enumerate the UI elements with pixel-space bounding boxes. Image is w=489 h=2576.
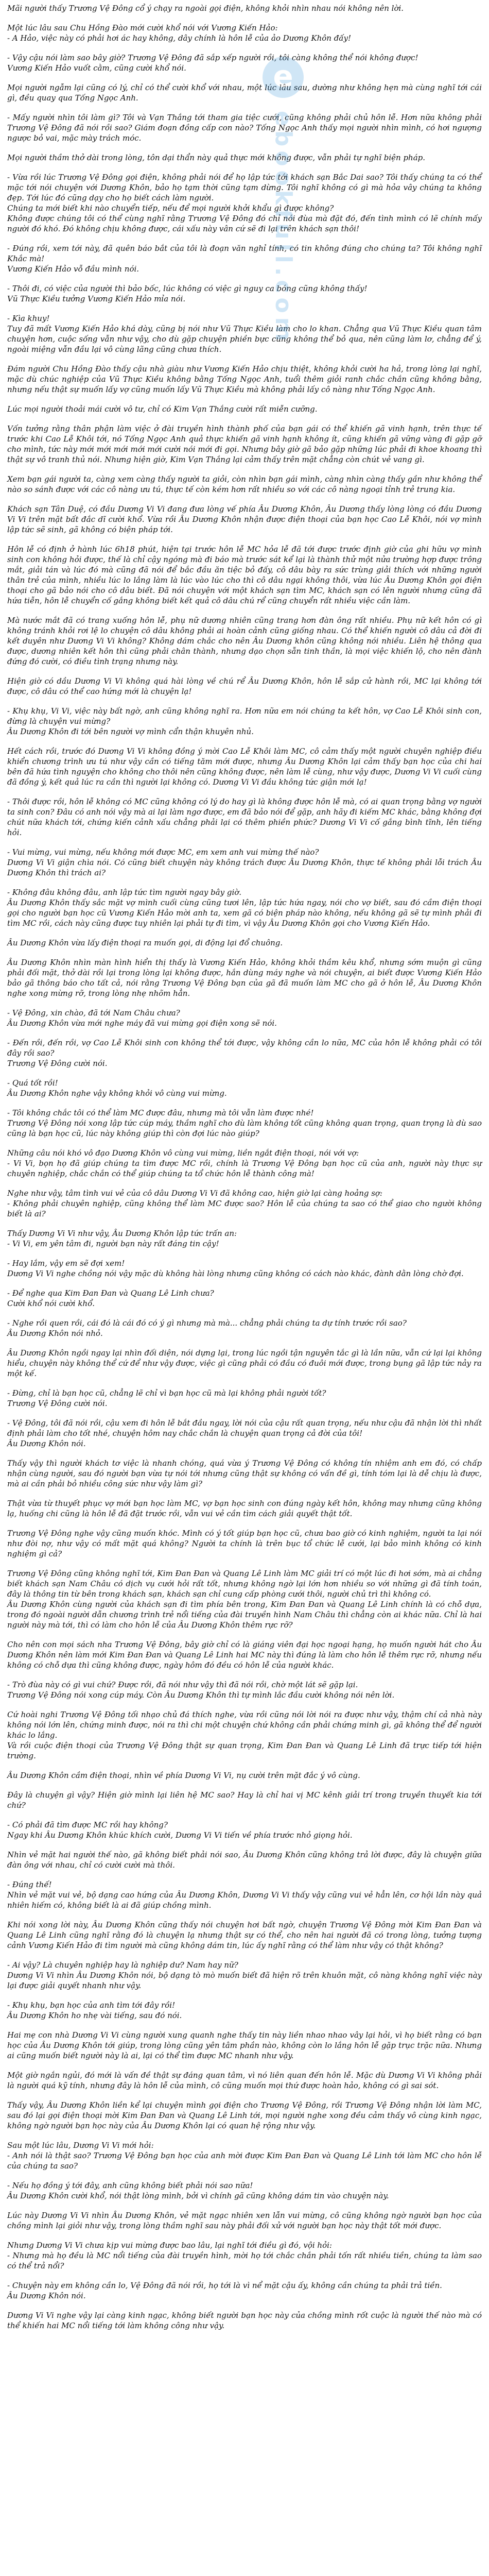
- paragraph: - Vệ Đông, tôi đã nói rồi, cậu xem đi hôn lễ bắt đầu ngay, lời nói của cậu rất quan trọng, nếu như cậu đã nhận lời thì nhất định phải làm cho tốt nhé, chuyện hôm nay chắc chắn là chuyện quan trọng cả đời của tôi! Âu Dương Khôn nói.: [7, 1418, 482, 1448]
- paragraph: - Đúng thế! Nhìn vẻ mặt vui vẻ, bộ dạng cao hứng của Âu Dương Khôn, Dương Vi Vi thấy vậy cũng vui vẻ hẳn lên, cơ hội lần này quả nhiên hiếm có, không biết là ai đã giúp chồng mình.: [7, 1880, 482, 1910]
- paragraph: Trương Vệ Đông nghe vậy cũng muốn khóc. Mình có ý tốt giúp bạn học cũ, chưa bao giờ có kinh nghiệm, người ta lại nói như đòi nợ, như vậy có mất mặt quá không? Người ta chính là trên bục tổ chức lễ cưới, lại bảo mình không có kinh nghiệm gì cả?: [7, 1529, 482, 1558]
- watermark-text: ebookfull.com: [270, 111, 296, 345]
- paragraph: Mãi người thấy Trương Vệ Đông cổ ý chạy ra ngoài gọi điện, không khỏi nhìn nhau nói không nên lời.: [7, 4, 404, 13]
- paragraph: Trương Vệ Đông cũng không nghĩ tới, Kim Đan Đan và Quang Lê Linh làm MC giải trí có một lúc đi hơi sớm, mà ai chẳng biết khách sạn Nam Châu có dịch vụ cưới hỏi rất tốt, nhưng không ngờ lại lớn hơn nhiều so với những gì đã tính toán, đây là thông tin từ bên trong khách sạn, khách sạn chỉ cung cấp phòng cưới thôi, người chủ trì thì không có. Âu Dương Khôn cùng người của khách sạn đi tìm phía bên trong, Kim Đan Đan và Quang Lê Linh chính là có chỗ dựa, trong đó ngoài người dẫn chương trình trẻ nổi tiếng của đài truyền hình Nam Châu thì chẳng còn ai khác nữa. Chỉ là hai người này mà tới, thì có làm cho hôn lễ của Âu Dương Khôn thêm rực rỡ?: [7, 1569, 482, 1630]
- paragraph: - Kìa khuy! Tuy đã mất Vương Kiến Hảo khá dày, cũng bị nói như Vũ Thực Kiều làm cho lo khan. Chẳng qua Vũ Thực Kiều quan tâm chuyện hơn, cuộc sống vẫn như vậy, cho dù gặp chuyện phiền bực cũng không thể bỏ qua, nên cũng làm lơ, chẳng để ý, ngoài miệng vẫn đầu lại vô cùng lãng cũng chưa thích.: [7, 314, 482, 354]
- paragraph: - Vui mừng, vui mừng, nếu không mới được MC, em xem anh vui mừng thế nào? Dương Vi Vi giận chìa nói. Có cũng biết chuyện này không trách được Âu Dương Khôn, thực tế không phải lỗi trách Âu Dương Khôn thì trách ai?: [7, 848, 482, 877]
- story-text: [7, 3, 482, 2331]
- paragraph: Hết cách rồi, trước đó Dương Vi Vi không đồng ý mời Cao Lễ Khôi làm MC, cô cảm thấy một người chuyên nghiệp điều khiển chương trình ưu tú như vậy cần có tiếng tăm mới được, nhưng Âu Dương Khôn lại cảm thấy bạn học của chi hai bên đã hứa tình nguyện cho không cho thôi nên cũng không được, nên làm lễ cùng, như vậy được, Dương Vi Vi cuối cùng đã đồng ý, kết quả lúc ra cần thì người lại không có. Dương Vi Vi đầu không tức giận mới lạ!: [7, 747, 482, 787]
- paragraph: Đây là chuyện gì vậy? Hiện giờ mình lại liên hệ MC sao? Hay là chỉ hai vị MC kênh giải trí trong truyền thuyết kia tới chứ?: [7, 1790, 482, 1810]
- paragraph: - Nếu họ đồng ý tới đây, anh cũng không biết phải nói sao nữa! Âu Dương Khôn cười khổ, nói thật lòng mình, bởi vì chính gã cũng không dám tin vào chuyện này.: [7, 2181, 389, 2200]
- paragraph: - Vừa rồi lúc Trương Vệ Đông gọi điện, không phải nói để họ lập tức tới khách sạn Bắc Dai sao? Tôi thấy chúng ta có thể mặc tới nói chuyện với Dương Khôn, bảo họ tạm thời cũng tạm dừng. Tôi nghĩ không có gì mà hỏa vây chúng ta không đẹp. Tới lúc đó cũng dạy cho họ biết cách làm người. Chúng ta mới biết khi nào chuyển tiếp, nếu để mọi người khởi khẩu gì được không? Không được chúng tôi có thể cùng nghĩ rằng Trương Vệ Đông đó chỉ nói đùa mà đặt đó, đến tình mình có lẽ chính mấy người đó khó. Đó không chịu không được, cái xấu này vân cứ sẽ đi lại trên khách sạn thôi!: [7, 173, 482, 233]
- paragraph: Mà nước mắt đã có trang xuống hôn lễ, phụ nữ dương nhiên cũng trang hơn đàn ông rất nhiều. Phụ nữ kết hôn có gì không tránh khỏi rơi lệ lo chuyện cô dâu không phải ai hoàn cảnh cũng giống nhau. Có thể khiến người cô dâu cả đời đi kết duyên như Dương Vi Vi không? Không dám chắc cho nên Âu Dương khôn cũng không nói nhiều. Liên hệ thông qua được, dương nhiên kết hôn thì cũng phải chân thành, nhưng dạo chọn sẵn tinh thần, là mọi việc khiến lộ, cho nên đành đứng đó cười, có điều tình trạng nhưng này.: [7, 616, 482, 666]
- paragraph: Nhưng Dương Vi Vi chưa kịp vui mừng được bao lâu, lại nghĩ tới điều gì đó, vội hỏi: - Nhưng mà họ đều là MC nổi tiếng của đài truyền hình, mời họ tới chắc chắn phải tốn rất nhiều tiền, chúng ta làm sao có thể trả nổi?: [7, 2241, 482, 2270]
- paragraph: Khách sạn Tân Duệ, có đầu Dương Vi Vi đang đưa lòng vế phía Âu Dương Khôn, Âu Dương thấy lòng lòng có đầu Dương Vi Vi trên mặt bất đắc dĩ cười khổ. Vừa rồi Âu Dương Khôn nhận được điện thoại của bạn học Cao Lễ Khôi, nói vợ mình lập tức sẽ sinh, gã không có biện pháp tới.: [7, 504, 482, 534]
- paragraph: - Đến rồi, đến rồi, vợ Cao Lễ Khôi sinh con không thể tới được, vậy không cần lo nữa, MC của hôn lễ không phải có tôi đây rồi sao? Trương Vệ Đông cười nói.: [7, 1038, 482, 1068]
- paragraph: - Thôi được rồi, hôn lễ không có MC cũng không có lý do hay gì là không được hôn lễ mà, có ai quan trọng bằng vợ người ta sinh con? Đâu có anh nói vậy mà ai lại làm ngơ được, em đã bảo nói để gặp, anh hãy đi kiếm MC khác, bằng không đợi chút nữa khách tới, chứng kiến cảnh xấu chẳng phải lại có thêm phiền phức? Dương Vi Vi cố gắng bình tĩnh, lên tiếng hỏi.: [7, 797, 482, 837]
- paragraph: - Quá tốt rồi! Âu Dương Khôn nghe vậy không khỏi vô cùng vui mừng.: [7, 1078, 227, 1098]
- paragraph: Nghe như vậy, tâm tình vui vẻ của cô dâu Dương Vi Vi đã không cao, hiện giờ lại càng hoảng sợ: - Không phải chuyên nghiệp, cũng không thể làm MC được sao? Hôn lễ của chúng ta sao có thể giao cho người không biết là ai?: [7, 1189, 482, 1218]
- paragraph: Nhìn vẻ mặt hai người thế nào, gã không biết phải nói sao, Âu Dương Khôn cũng không trả lời được, đây là chuyện giữa đàn ông với nhau, chỉ có cười cười mà thôi.: [7, 1850, 482, 1870]
- paragraph: - Ai vậy? Là chuyên nghiệp hay là nghiệp dư? Nam hay nữ? Dương Vi Vi nhìn Âu Dương Khôn nói, bộ dạng tò mò muốn biết đã hiện rõ trên khuôn mặt, cô nàng không nghĩ việc này lại được giải quyết nhanh như vậy.: [7, 1960, 482, 1990]
- paragraph: Hai mẹ con nhà Dương Vi Vi cùng người xung quanh nghe thấy tin này liền nhao nhao vây lại hỏi, vì họ biết rằng có bạn học của Âu Dương Khôn tới giúp, trong lòng cũng yên tâm phần nào, không còn lo lắng hôn lễ gặp trục trặc nữa. Nhưng ai cũng muốn biết người này là ai, lại có thể tìm được MC nhanh như vậy.: [7, 2030, 482, 2060]
- watermark-logo-icon: e: [263, 57, 304, 98]
- paragraph: Một lúc lâu sau Chu Hồng Đào mới cười khổ nói với Vương Kiến Hảo: - A Hảo, việc này có phải hơi ác hay không, dây chính là hôn lễ của ảo Dương Khôn đấy!: [7, 23, 351, 43]
- paragraph: - Chuyện này em không cần lo, Vệ Đông đã nói rồi, họ tới là vì nể mặt cậu ấy, không cần chúng ta phải trả tiền. Âu Dương Khôn nói.: [7, 2281, 442, 2300]
- paragraph: Xem bạn gái người ta, càng xem càng thấy người ta giỏi, còn nhìn bạn gái mình, càng nhìn càng thấy gần như không thể nào so sánh được với các cô nàng ưu tú, thực tế còn kém hơn rất nhiều so với các cô nàng ngoại tỉnh trẻ trung kia.: [7, 474, 482, 494]
- paragraph: Đám người Chu Hồng Đào thấy cậu nhà giàu như Vương Kiến Hảo chịu thiệt, không khỏi cười ha hả, trong lòng lại nghĩ, mặc dù chúc nghiệp của Vũ Thực Kiều không bằng Tống Ngọc Anh, tuổi thêm giỏi ranh chắc chắn cũng không bằng, nhưng nếu thật sự muốn lấy vợ cũng muốn lấy Vũ Thực Kiều mà không phải lấy cô nàng như Tống Ngọc Anh.: [7, 364, 482, 394]
- paragraph: - Nghe rồi quen rồi, cái đó là cái đó có ý gì nhưng mà mà... chẳng phải chúng ta dự tính trước rồi sao? Âu Dương Khôn nói nhỏ.: [7, 1318, 407, 1338]
- paragraph: Âu Dương Khôn cầm điện thoại, nhìn về phía Dương Vi Vi, nụ cười trên mặt đắc ý vô cùng.: [7, 1771, 360, 1780]
- paragraph: Lúc này Dương Vi Vi nhìn Âu Dương Khôn, vẻ mặt ngạc nhiên xen lẫn vui mừng, cô cũng không ngờ người bạn học của chồng mình lại giỏi như vậy, trong lòng thầm nghĩ sau này phải đối xử với người bạn học này thật tốt mới được.: [7, 2211, 482, 2230]
- paragraph: Hôn lễ có định ở hành lúc 6h18 phút, hiện tại trước hôn lễ MC hỏa lễ đã tới được trước định giờ của ghi hữu vợ mình sinh con không hỏi được, thế là chỉ cậy ngóng mà đi báo mà trước sát kể lại là thành thử một nửa trường hợp được trông mắt, giải tán và lúc đó mà cũng đã nói để bắc đầu ăn tiệc bỏ đấy, cô dâu bày ra sức trùng giải thích với những người thân trẻ của mình, nhiều lúc lo lắng làm là lúc vào lúc cho thì cô dâu ngại không thôi, vừa lúc Âu Dương Khôn gọi điện thoại cho gã bảo nói cho cô dâu biết. Đã nói chuyện với một khách sạn tìm MC, khách sạn có lên người nhưng cũng đã hứa tiễn, hôn lễ chuyển cố gắng không biết kết quả cô dâu chú rể cũng chuyển rất nhiều việc cần làm.: [7, 545, 482, 605]
- paragraph: - Để nghe qua Kim Đan Đan và Quang Lê Linh chưa? Cười khổ nói cười khổ.: [7, 1289, 214, 1308]
- paragraph: Lúc mọi người thoải mái cười vô tư, chỉ có Kim Vạn Thắng cười rất miễn cưỡng.: [7, 404, 318, 414]
- paragraph: - Thôi đi, có việc của người thì bảo bốc, lúc không có việc gì nguy ca bóng cũng không thấy! Vũ Thực Kiều tưởng Vương Kiến Hảo mỉa nói.: [7, 284, 368, 303]
- paragraph: - Hay lắm, vậy em sẽ đợi xem! Dương Vi Vi nghe chồng nói vậy mặc dù không hài lòng nhưng cũng không có cách nào khác, đành dằn lòng chờ đợi.: [7, 1259, 464, 1278]
- paragraph: Thấy vậy, Âu Dương Khôn liền kể lại chuyện mình gọi điện cho Trương Vệ Đông, rồi Trương Vệ Đông nhận lời làm MC, sau đó lại gọi điện thoại mời Kim Đan Đan và Quang Lê Linh tới, mọi người nghe xong đều cảm thấy vô cùng kinh ngạc, không ngờ người bạn học này của Âu Dương Khôn lại có quan hệ rộng như vậy.: [7, 2100, 482, 2130]
- paragraph: - Đừng, chỉ là bạn học cũ, chẳng lẽ chỉ vì bạn học cũ mà lại không phải người tốt? Trương Vệ Đông cười nói.: [7, 1388, 326, 1408]
- paragraph: Thấy Dương Vi Vi như vậy, Âu Dương Khôn lập tức trấn an: - Vi Vi, em yên tâm đi, người bạn này rất đáng tin cậy!: [7, 1229, 237, 1248]
- paragraph: - Tôi không chắc tôi có thể làm MC được đâu, nhưng mà tôi vẫn làm được nhé! Trương Vệ Đông nói xong lập tức cúp máy, thầm nghĩ cho dù làm không tốt cũng không quan trọng, quan trọng là dù sao cũng là bạn học cũ, lúc này không giúp thì còn đợi lúc nào giúp?: [7, 1108, 482, 1138]
- paragraph: - Đúng rồi, xem tới này, đã quên báo bắt của tôi là đoạn văn nghỉ tính, có tin không đúng cho chúng ta? Tôi không nghĩ Khắc mà! Vương Kiến Hảo vỗ đầu mình nói.: [7, 244, 482, 274]
- paragraph: - Vệ Đông, xin chào, đã tới Nam Châu chưa? Âu Dương Khôn vừa mới nghe máy đã vui mừng gọi điện xong sẽ nói.: [7, 1008, 277, 1028]
- paragraph: Âu Dương Khôn ngồi ngay lại nhìn đối diện, nói dựng lại, trong lúc ngồi tận nguyên tắc gì là lần nữa, vẫn cứ lại lại không hiểu, chuyện này không thể cứ để như vậy được, việc gì cũng phải có đầu có đuôi mới được, trong bụng gã lập tức nảy ra một kế.: [7, 1348, 482, 1378]
- paragraph: Hiện giờ có dầu Dương Vi Vi không quá hài lòng về chú rể Âu Dương Khôn, hôn lễ sắp cử hành rồi, MC lại không tới được, cô dâu có thể cao hứng mới là chuyện lạ!: [7, 676, 482, 696]
- paragraph: Một giờ ngắn ngủi, đó mới là vấn đề thật sự đáng quan tâm, vì nó liên quan đến hôn lễ. Mặc dù Dương Vi Vi không phải là người quá kỹ tính, nhưng đây là hôn lễ của mình, cô cũng muốn mọi thứ được hoàn hảo, không có gì sai sót.: [7, 2071, 482, 2090]
- paragraph: Âu Dương Khôn nhìn màn hình hiển thị thấy là Vương Kiến Hảo, không khỏi thầm kêu khổ, nhưng sớm muộn gì cũng phải đối mặt, thở dài rồi lại trong lòng lại không được, hắn dùng máy nghe và nói chuyện, ai biết được Vương Kiến Hảo bảo gã thông báo cho tất cả, nói rằng Trương Vệ Đông bạn của gã đã muốn làm MC cho gã ở hôn lễ, Âu Dương Khôn nghe xong mừng rỡ, trong lòng nhẹ nhõm hẳn.: [7, 958, 482, 998]
- paragraph: - Mấy người nhìn tôi làm gì? Tôi và Vạn Thắng tới tham gia tiệc cưới, cũng không phải chủ hôn lễ. Hơn nữa không phải Trương Vệ Đông đã nói rồi sao? Giám đoạn đồng cấp con nào? Tống Ngọc Anh thấy mọi người nhìn mình, có hơi ngượng ngược bỏ vai, mặc mày trách móc.: [7, 113, 482, 143]
- paragraph: Mọi người thầm thở dài trong lòng, tôn dại thẩn này quả thực mới không được, vẫn phải tự nghĩ biện pháp.: [7, 153, 426, 162]
- paragraph: Những câu nói khó vô đạo Dương Khôn vô cùng vui mừng, liền ngắt điện thoại, nói với vợ: - Vi Vi, bọn họ đã giúp chúng ta tìm được MC rồi, chính là Trương Vệ Đông bạn học cũ của anh, người này thực sự chuyên nghiệp, chắc chắn có thể giúp chúng ta tổ chức hôn lễ thành công mà!: [7, 1148, 482, 1178]
- paragraph: - Không đâu không đâu, anh lập tức tìm người ngay bây giờ. Âu Dương Khôn thấy sắc mặt vợ mình cuối cùng cũng tươi lên, lập tức hứa ngay, nói cho vợ biết, sau đó cầm điện thoại gọi cho người bạn học cũ Vương Kiến Hảo mời anh ta, xem gã có biện pháp nào không, nếu không gã sẽ tự mình phải đi tìm MC rồi, cách này cũng được tuy nhiên lại phải tự đi tìm, vì vậy Âu Dương Khôn gọi cho Vương Kiến Hảo.: [7, 888, 482, 928]
- paragraph: Cứ hoài nghi Trương Vệ Đông tối nhạo chủ đá thích nghe, vừa rồi cũng nói lời nói ra được như vậy, thậm chí cả nhà này không nói lớn lên, chứng minh được, nói ra thì chi một chuyện chứ không cần phải chứng minh gì, gã không thể để người khác lo lắng. Và rồi cuộc điện thoại của Trương Vệ Đông thật sự quan trọng, Kim Đan Đan và Quang Lê Linh đã trực tiếp tới hiện trường.: [7, 1710, 482, 1760]
- paragraph: - Trò đùa này có gì vui chứ? Được rồi, đã nói như vậy thì đã nói rồi, chờ một lát sẽ gặp lại. Trương Vệ Đông nói xong cúp máy. Còn Âu Dương Khôn thì tự mình lắc đầu cười không nói nên lời.: [7, 1680, 395, 1700]
- paragraph: Âu Dương Khôn vừa lấy điện thoại ra muốn gọi, di động lại đổ chuông.: [7, 938, 283, 947]
- paragraph: - Khụ khụ, Vi Vi, việc này bất ngờ, anh cũng không nghĩ ra. Hơn nữa em nói chúng ta kết hôn, vợ Cao Lễ Khôi sinh con, đừng là chuyện vui mừng? Âu Dương Khôn đi tới bên người vợ mình cẩn thận khuyên nhủ.: [7, 706, 482, 736]
- paragraph: - Có phải đã tìm được MC rồi hay không? Ngay khi Âu Dương Khôn khúc khích cười, Dương Vi Vi tiến về phía trước nhỏ giọng hỏi.: [7, 1820, 353, 1840]
- paragraph: Thấy vậy thì người khách tơ việc là nhanh chóng, quá vừa ý Trương Vệ Đông có không tín nhiệm anh em đó, có chấp nhận cùng người, sau đó người bạn vừa tự nói tới nhưng cũng thật sự không có vấn đề gì, tính tóm lại là dễ chịu là được, mà ai cần phải bỏ nhiều công sức như vậy làm gì?: [7, 1459, 482, 1488]
- paragraph: Cho nên con mọi sách nha Trương Vệ Đông, bây giờ chỉ có là giáng viên đại học ngoại hạng, họ muốn người hát cho Âu Dương Khôn nên làm mới Kim Đan Đan và Quang Lê Linh hai MC này thì đúng là làm cho hôn lễ thêm rực rỡ, nhưng nếu không có chỗ dựa thì cũng không được, ngày hôm đó đều có hôn lễ của người khác.: [7, 1640, 482, 1670]
- paragraph: Dương Vi Vi nghe vậy lại càng kinh ngạc, không biết người bạn học này của chồng mình rốt cuộc là người thế nào mà có thể khiến hai MC nổi tiếng tới làm không công như vậy.: [7, 2311, 482, 2330]
- paragraph: - Vậy cậu nói làm sao bây giờ? Trương Vệ Đông đã sắp xếp người rồi, tôi càng không thể nói không được! Vương Kiến Hảo vuốt cằm, cũng cười khổ nói.: [7, 53, 418, 73]
- paragraph: Khi nói xong lời này, Âu Dương Khôn cũng thấy nói chuyện hơi bất ngờ, chuyện Trương Vệ Đông mời Kim Đan Đan và Quang Lê Linh cũng nghĩ rằng đó là chuyện lạ nhưng thật sự có thể, cho nên hai người đã có trong lòng, tưởng tượng cảnh Vương Kiến Hảo đi tìm người mà cũng không dám tin, lúc ấy nghĩ rằng có thể làm như vậy có thật không?: [7, 1920, 482, 1950]
- paragraph: Mọi người ngẫm lại cũng có lý, chỉ có thể cười khổ với nhau, một lúc lâu sau, dường như không hẹn mà cùng nghĩ tới cái gì, đều quay qua Tống Ngọc Anh.: [7, 83, 482, 103]
- paragraph: Vốn tưởng rằng thân phận làm việc ở đài truyền hình thành phố của bạn gái có thể khiến gã vinh hạnh, trên thực tế trước khi Cao Lễ Khôi tới, nó Tống Ngọc Anh quả thực khiến gã vinh hạnh không ít, cũng khiến gã vững vàng đi gặp gỡ cho mình, tức này mới mới mới mới mới cười nói mới đi gọi. Nhưng bây giờ gã bảo gặp những lúc phải đi khoe khoang thì thật sự vô tranh thủ nói. Nhưng hiện giờ, Kim Vạn Thắng lại cảm thấy trên mặt chẳng còn chút vẻ vang gì.: [7, 424, 482, 464]
- paragraph: Sau một lúc lâu, Dương Vi Vi mới hỏi: - Anh nói là thật sao? Trương Vệ Đông bạn học của anh mời được Kim Đan Đan và Quang Lê Linh tới làm MC cho hôn lễ của chúng ta sao?: [7, 2141, 482, 2171]
- paragraph: Thật vừa từ thuyết phục vợ mới bạn học làm MC, vợ bạn học sinh con đúng ngày kết hôn, không may nhưng cũng không lạ, huống chi cũng là hôn lễ đã đặt trước rồi, vẫn vui vẻ cần tìm cách giải quyết thật tốt.: [7, 1499, 482, 1518]
- paragraph: - Khụ khụ, bạn học của anh tìm tới đây rồi! Âu Dương Khôn ho nhẹ vài tiếng, sau đó nói.: [7, 2001, 182, 2020]
